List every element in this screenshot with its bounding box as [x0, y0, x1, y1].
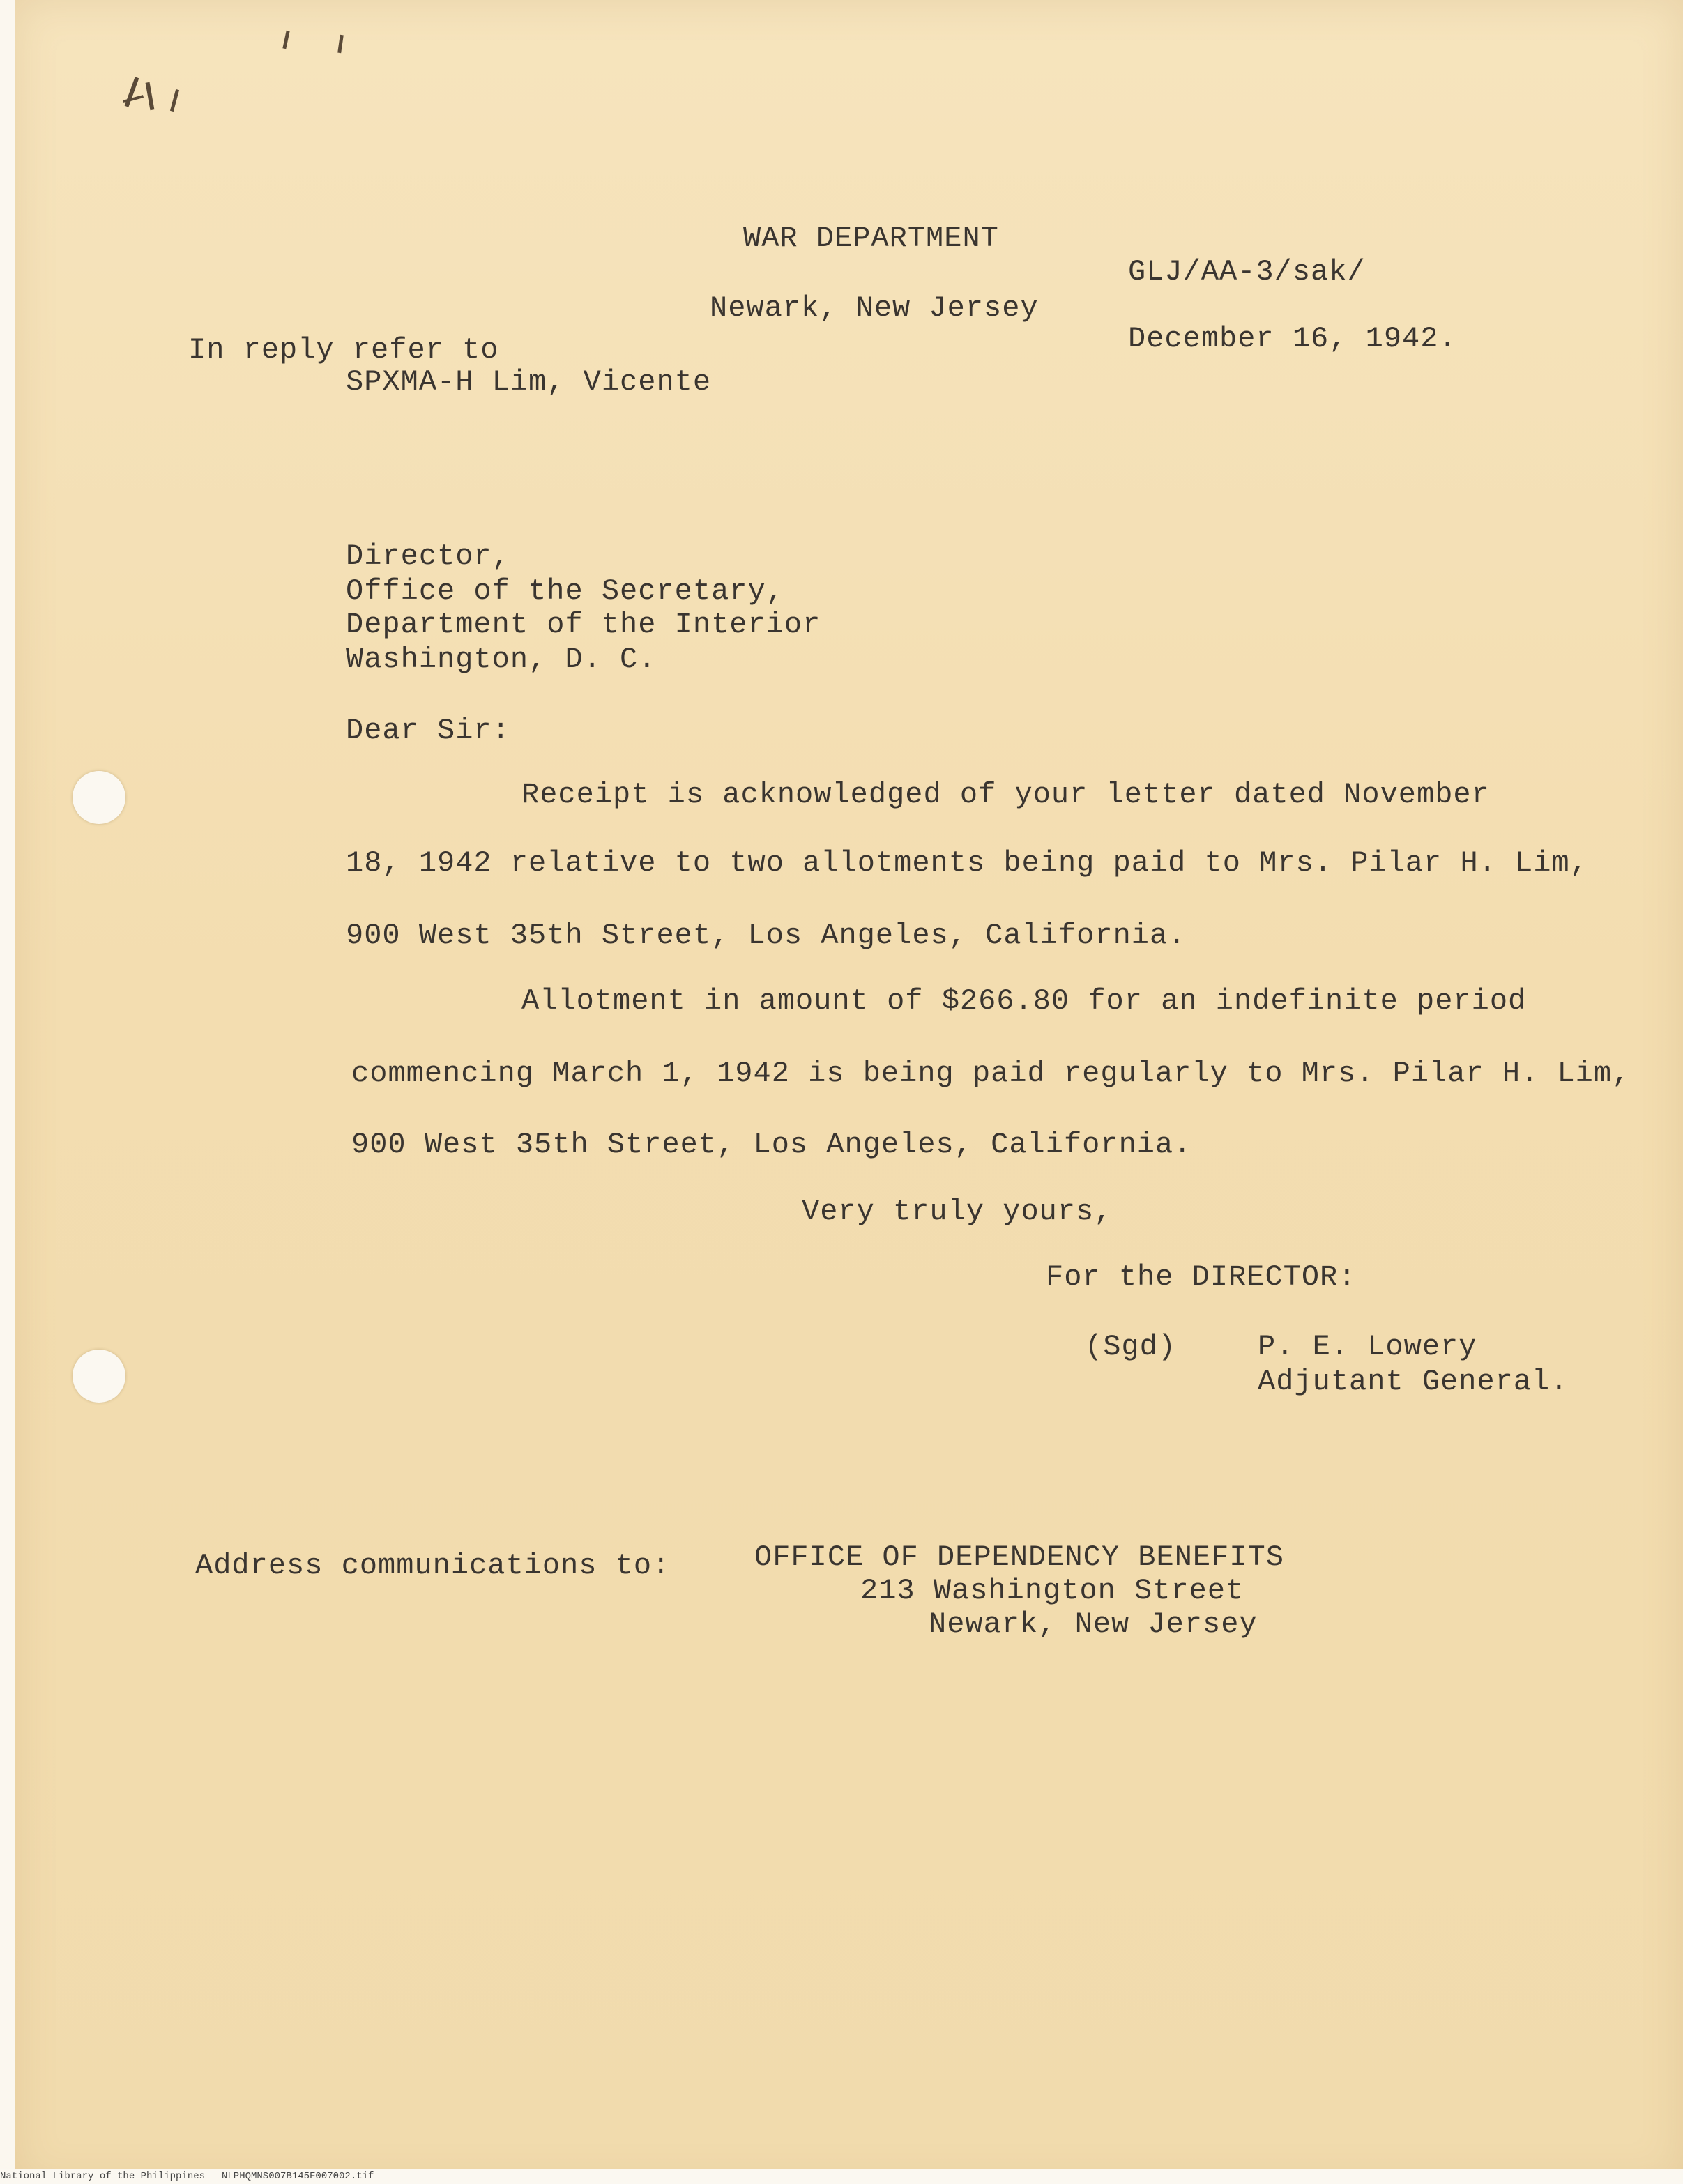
- addressee-line-3: Department of the Interior: [346, 608, 821, 641]
- letterhead-location: Newark, New Jersey: [710, 291, 1039, 325]
- body-paragraph-1-line-1: Receipt is acknowledged of your letter dated November: [521, 778, 1490, 811]
- letterhead-department: WAR DEPARTMENT: [743, 222, 999, 255]
- signature-sgd: (Sgd): [1085, 1330, 1177, 1364]
- body-paragraph-2-line-1: Allotment in amount of $266.80 for an indefinite period: [521, 984, 1527, 1018]
- footer-file-name: NLPHQMNS007B145F007002.tif: [222, 2171, 374, 2182]
- reply-refer-line: In reply refer to: [188, 333, 499, 367]
- address-city: Newark, New Jersey: [929, 1608, 1258, 1641]
- signer-name: P. E. Lowery: [1258, 1330, 1477, 1364]
- reference-code: GLJ/AA-3/sak/: [1128, 255, 1366, 289]
- punch-hole-bottom: [73, 1350, 125, 1403]
- addressee-line-1: Director,: [346, 540, 510, 573]
- body-paragraph-1-line-2: 18, 1942 relative to two allotments being paid to Mrs. Pilar H. Lim,: [346, 846, 1588, 880]
- signer-title: Adjutant General.: [1258, 1365, 1569, 1398]
- body-paragraph-2-line-3: 900 West 35th Street, Los Angeles, California.: [351, 1128, 1192, 1161]
- address-office: OFFICE OF DEPENDENCY BENEFITS: [754, 1541, 1284, 1574]
- body-paragraph-2-line-2: commencing March 1, 1942 is being paid regularly to Mrs. Pilar H. Lim,: [351, 1057, 1631, 1090]
- punch-hole-top: [73, 771, 125, 824]
- reply-reference-code: SPXMA-H Lim, Vicente: [346, 365, 712, 399]
- addressee-line-2: Office of the Secretary,: [346, 574, 784, 608]
- addressee-line-4: Washington, D. C.: [346, 643, 657, 676]
- salutation: Dear Sir:: [346, 714, 510, 747]
- body-paragraph-1-line-3: 900 West 35th Street, Los Angeles, California.: [346, 919, 1187, 952]
- footer-library-name: National Library of the Philippines: [0, 2171, 206, 2182]
- address-label: Address communications to:: [195, 1549, 671, 1582]
- address-street: 213 Washington Street: [860, 1574, 1244, 1608]
- valediction: Very truly yours,: [802, 1195, 1113, 1228]
- for-director-line: For the DIRECTOR:: [1046, 1260, 1357, 1294]
- letter-date: December 16, 1942.: [1128, 322, 1457, 356]
- scan-edge: [0, 0, 15, 2184]
